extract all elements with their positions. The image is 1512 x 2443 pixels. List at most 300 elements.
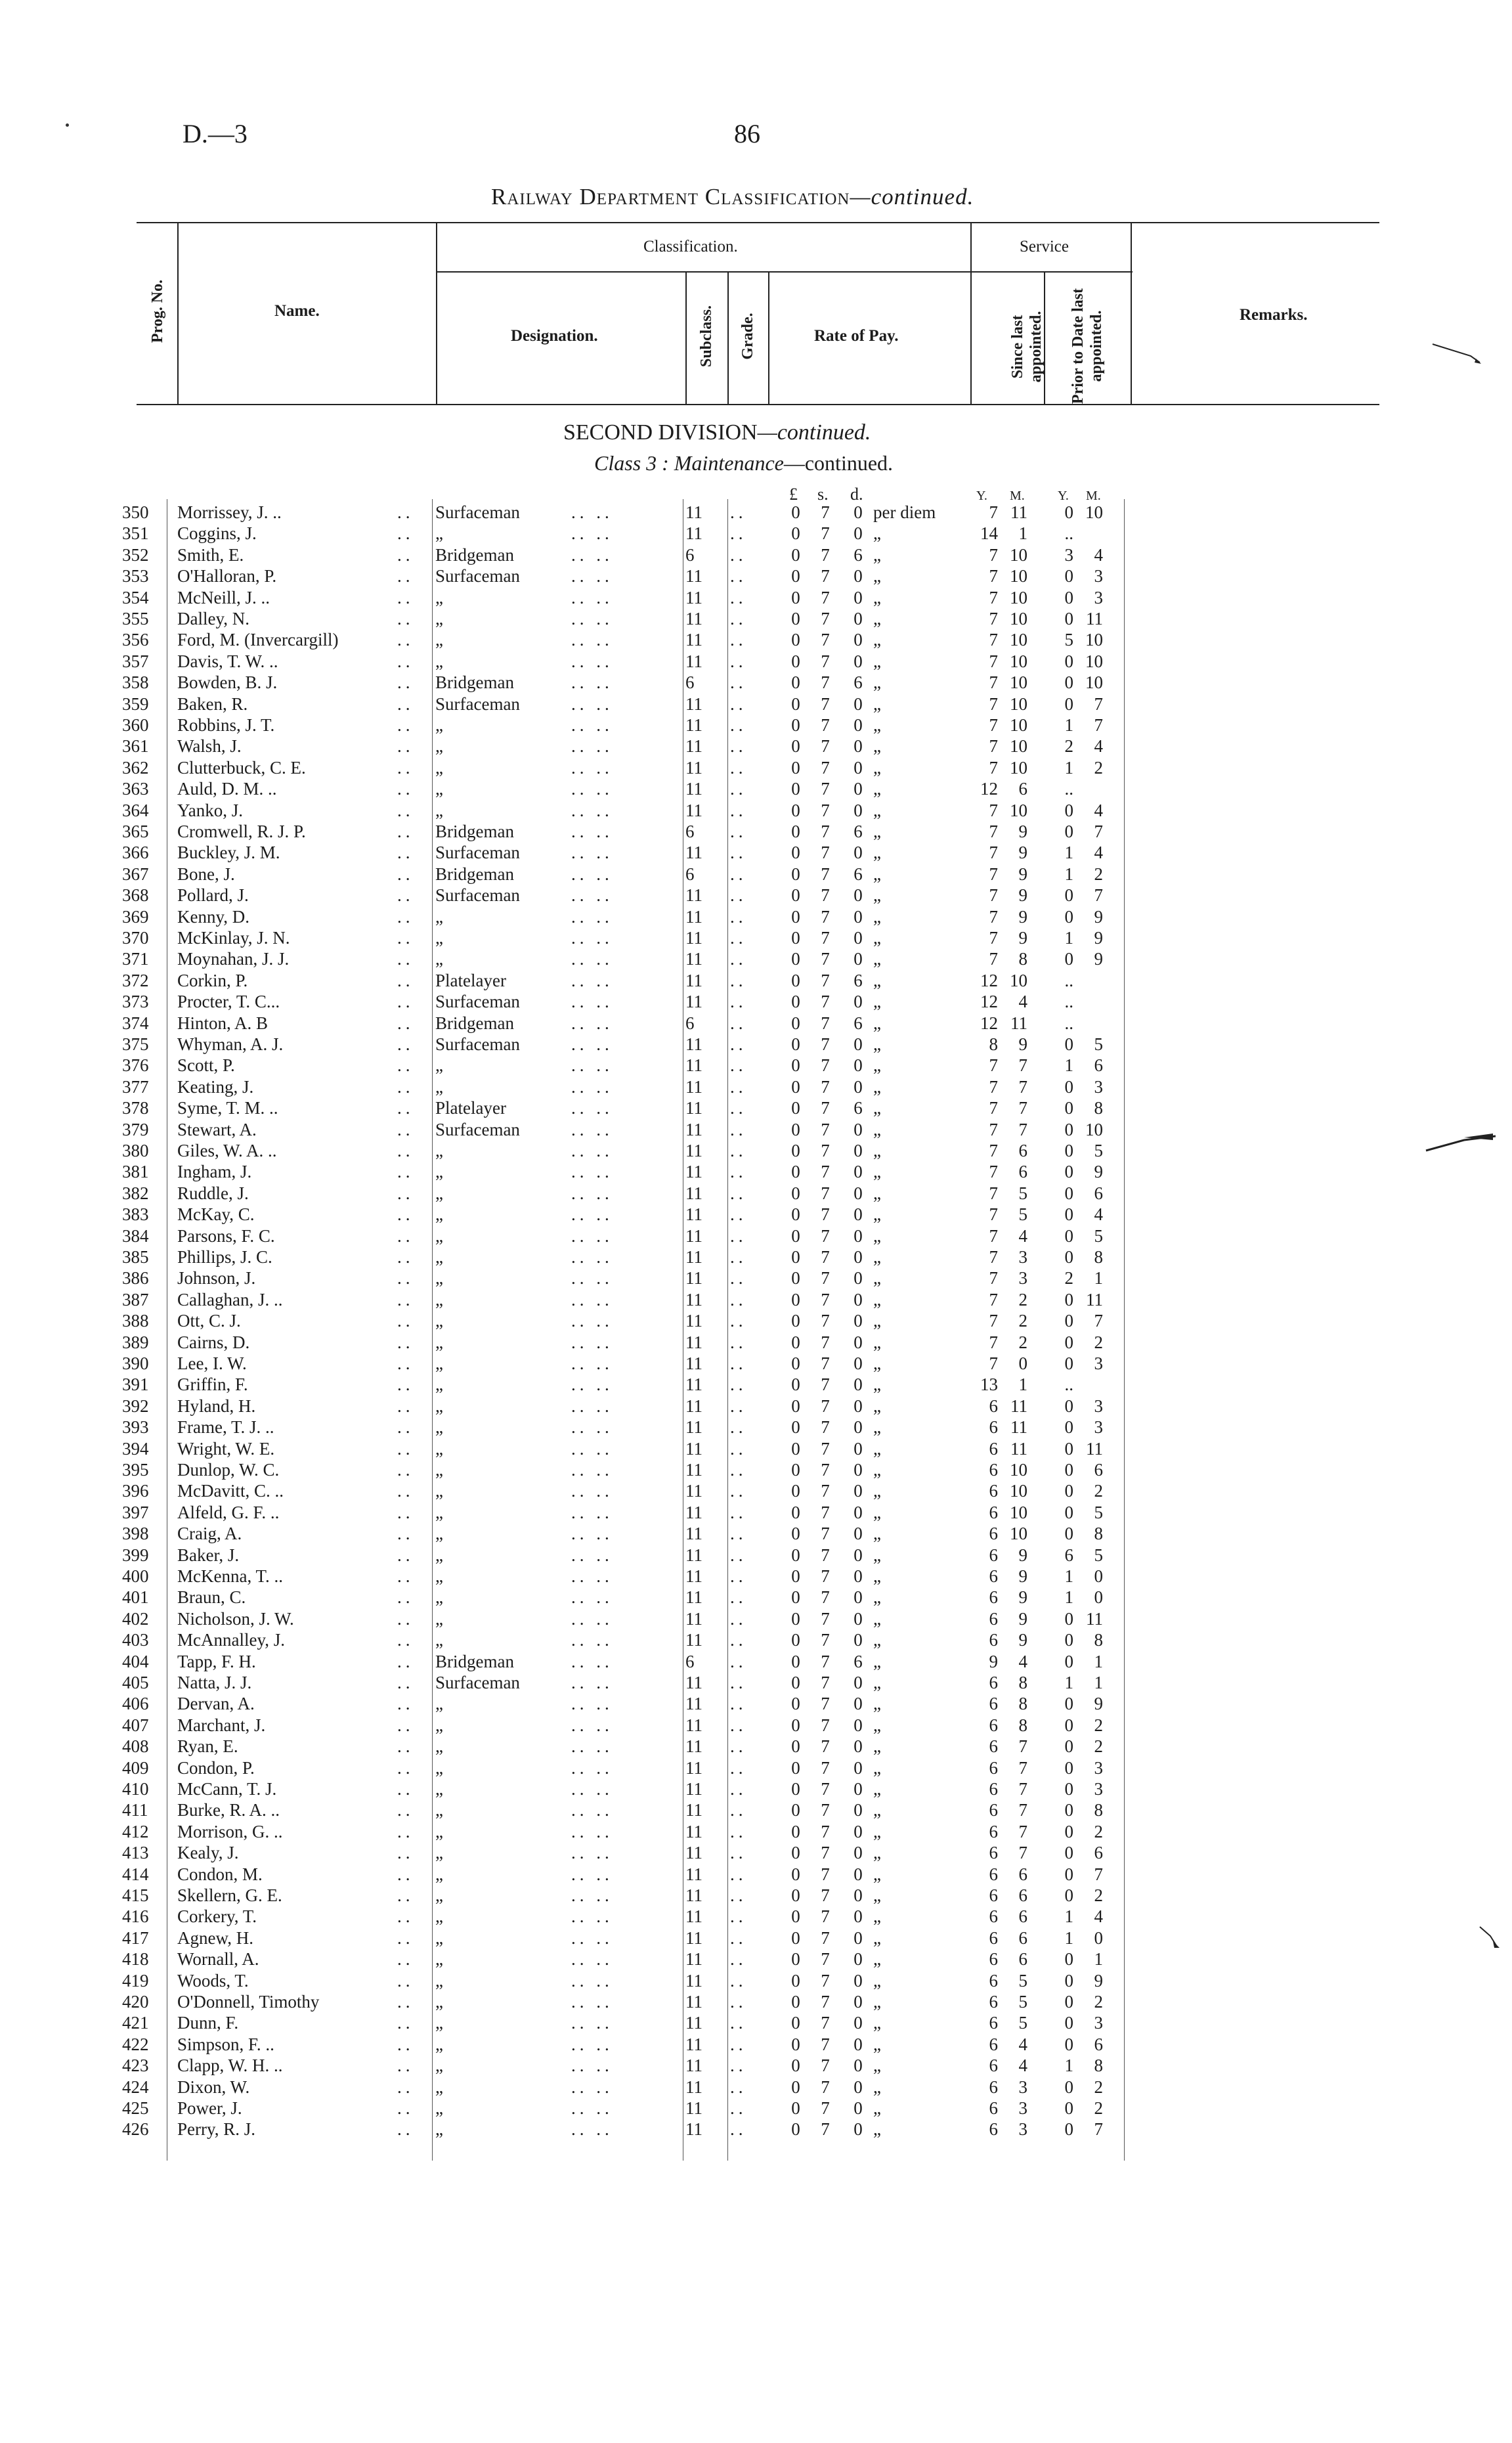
since-years: 7 [989,502,998,522]
since-months: 7 [1018,1800,1027,1820]
since-years: 6 [989,1481,998,1501]
pay-pounds: 0 [791,1779,800,1799]
prog-number: 350 [122,502,149,522]
prog-number: 412 [122,1821,149,1841]
since-months: 6 [1018,1927,1027,1948]
subclass: 11 [685,1076,702,1097]
pay-period: „ [873,1375,881,1395]
pay-period: „ [873,1800,881,1820]
designation: „ [435,1268,443,1288]
header-designation: Designation. [511,327,598,345]
leader-dots: .. .. [571,2119,613,2140]
leader-dots: .. .. [571,928,613,948]
table-row [0,1161,1512,1182]
leader-dots: .. .. [571,1885,613,1905]
subclass: 11 [685,1396,702,1416]
pay-pounds: 0 [791,1417,800,1438]
pay-pence: 6 [853,672,863,693]
designation: „ [435,1821,443,1841]
pay-pence: 0 [853,906,863,927]
table-row [0,1970,1512,1991]
pay-pounds: 0 [791,1119,800,1139]
leader-dots: .. .. [571,800,613,820]
since-months: 9 [1018,864,1027,884]
since-months: 6 [1018,1864,1027,1884]
pay-shillings: 7 [821,672,830,693]
since-months: 10 [1010,544,1027,565]
leader-dots: .. .. [571,1204,613,1225]
since-years: 7 [989,1098,998,1118]
since-years: 7 [989,1204,998,1225]
designation: „ [435,587,443,607]
prog-number: 425 [122,2098,149,2118]
pay-shillings: 7 [821,1949,830,1970]
prior-years: 0 [1064,1970,1073,1991]
employee-name: Ford, M. (Invercargill) [177,630,339,650]
leader-dots: .. [730,715,747,735]
pay-period: „ [873,970,881,990]
since-months: 4 [1018,1651,1027,1671]
since-years: 7 [989,630,998,650]
prog-number: 426 [122,2119,149,2140]
prog-number: 386 [122,1268,149,1288]
employee-name: Yanko, J. [177,800,244,820]
header-prog-no: Prog. No. [149,279,166,343]
leader-dots: .. [730,1225,747,1246]
pay-shillings: 7 [821,992,830,1012]
pay-period: „ [873,2077,881,2097]
leader-dots: .. [730,992,747,1012]
prior-years: 2 [1064,1268,1073,1288]
since-years: 6 [989,1587,998,1608]
leader-dots: .. [397,693,414,714]
employee-name: Davis, T. W. .. [177,651,278,671]
designation: „ [435,928,443,948]
prior-months: 8 [1094,1524,1103,1544]
prior-years: 0 [1064,1204,1073,1225]
leader-dots: .. .. [571,843,613,863]
since-years: 7 [989,800,998,820]
pay-pence: 0 [853,992,863,1012]
prior-years: 0 [1064,2034,1073,2054]
designation: „ [435,1630,443,1650]
prior-months: 7 [1094,715,1103,735]
since-years: 7 [989,672,998,693]
leader-dots: .. [397,1630,414,1650]
pay-pounds: 0 [791,1396,800,1416]
since-months: 4 [1018,2056,1027,2076]
subclass: 6 [685,1013,695,1033]
pay-pounds: 0 [791,1204,800,1225]
since-months: 6 [1018,779,1027,799]
prior-years: 0 [1064,1524,1073,1544]
leader-dots: .. .. [571,885,613,906]
unit-pound: £ [789,485,798,504]
since-months: 9 [1018,1630,1027,1650]
pay-pence: 6 [853,544,863,565]
pay-pence: 0 [853,1247,863,1267]
pay-period: „ [873,928,881,948]
leader-dots: .. .. [571,1354,613,1373]
pay-shillings: 7 [821,1396,830,1416]
leader-dots: .. [397,970,414,990]
pay-pounds: 0 [791,1864,800,1884]
leader-dots: .. [397,1927,414,1948]
prog-number: 387 [122,1289,149,1310]
designation: Bridgeman [435,1013,514,1033]
pay-pence: 0 [853,1481,863,1501]
prog-number: 375 [122,1034,149,1054]
leader-dots: .. [730,1119,747,1139]
pay-pence: 0 [853,523,863,544]
pay-pence: 0 [853,1502,863,1522]
prog-number: 361 [122,736,149,757]
table-row [0,1608,1512,1629]
page-title [491,184,974,210]
pay-pence: 0 [853,1225,863,1246]
leader-dots: .. [730,2077,747,2097]
prior-years: 0 [1064,1460,1073,1480]
since-months: 5 [1018,1183,1027,1203]
since-years: 6 [989,2034,998,2054]
leader-dots: .. [397,630,414,650]
prog-number: 354 [122,587,149,607]
pay-pounds: 0 [791,1481,800,1501]
pay-shillings: 7 [821,2056,830,2076]
prior-years: 0 [1064,1098,1073,1118]
subclass: 11 [685,757,702,778]
pay-shillings: 7 [821,736,830,757]
employee-name: McDavitt, C. .. [177,1481,284,1501]
pay-period: „ [873,1183,881,1203]
prog-number: 401 [122,1587,149,1608]
leader-dots: .. [730,885,747,906]
table-row [0,1332,1512,1353]
subclass: 11 [685,693,702,714]
leader-dots: .. [397,523,414,544]
prior-years: 0 [1064,609,1073,628]
prog-number: 370 [122,928,149,948]
leader-dots: .. [730,757,747,778]
pay-period: „ [873,651,881,671]
pay-period: „ [873,1949,881,1970]
since-years: 7 [989,885,998,906]
subclass: 11 [685,1864,702,1884]
leader-dots: .. [730,1524,747,1544]
prior-months: 8 [1094,1630,1103,1650]
table-row [0,2034,1512,2055]
table-row [0,672,1512,693]
since-months: 3 [1018,2098,1027,2118]
subclass: 11 [685,1034,702,1054]
leader-dots: .. [730,1673,747,1692]
employee-name: Morrison, G. .. [177,1821,283,1841]
pay-shillings: 7 [821,1757,830,1778]
prior-months: 6 [1094,2034,1103,2054]
pay-shillings: 7 [821,1460,830,1480]
pay-period: „ [873,693,881,714]
employee-name: Griffin, F. [177,1375,248,1395]
pay-pounds: 0 [791,1694,800,1714]
subclass: 11 [685,1375,702,1395]
leader-dots: .. .. [571,1821,613,1841]
leader-dots: .. [730,800,747,820]
pay-pounds: 0 [791,1162,800,1182]
table-row [0,970,1512,991]
employee-name: Scott, P. [177,1055,235,1076]
leader-dots: .. [730,2034,747,2054]
subclass: 11 [685,1502,702,1522]
title-suffix: —continued. [850,184,974,209]
table-row [0,1459,1512,1480]
employee-name: Tapp, F. H. [177,1651,256,1671]
leader-dots: .. [730,1354,747,1373]
pay-shillings: 7 [821,2034,830,2054]
designation: Bridgeman [435,672,514,693]
prior-years: 0 [1064,1289,1073,1310]
pay-period: „ [873,736,881,757]
title-text: Railway Department Classification [491,184,850,209]
pay-shillings: 7 [821,1354,830,1373]
pay-pence: 0 [853,2077,863,2097]
leader-dots: .. [397,1694,414,1714]
leader-dots: .. .. [571,1141,613,1160]
pay-pounds: 0 [791,1524,800,1544]
employee-name: Wright, W. E. [177,1438,275,1459]
leader-dots: .. [397,1949,414,1970]
leader-dots: .. [730,779,747,799]
prior-months: 6 [1094,1460,1103,1480]
prog-number: 416 [122,1906,149,1927]
since-months: 3 [1018,1247,1027,1267]
pay-period: „ [873,1076,881,1097]
pay-period: „ [873,1141,881,1160]
subclass: 11 [685,1736,702,1757]
prior-months: 7 [1094,885,1103,906]
pay-period: „ [873,1396,881,1416]
pay-pence: 0 [853,693,863,714]
prog-number: 366 [122,843,149,863]
leader-dots: .. [730,1268,747,1288]
pay-pence: 0 [853,1757,863,1778]
since-months: 10 [1010,970,1027,990]
pay-shillings: 7 [821,651,830,671]
pay-period: „ [873,757,881,778]
leader-dots: .. [397,1183,414,1203]
pay-shillings: 7 [821,906,830,927]
prior-months: 9 [1094,949,1103,969]
designation: „ [435,1524,443,1544]
pay-pence: 0 [853,1141,863,1160]
pay-pounds: 0 [791,992,800,1012]
leader-dots: .. .. [571,1970,613,1991]
since-years: 6 [989,1673,998,1692]
pay-shillings: 7 [821,1438,830,1459]
designation: „ [435,1970,443,1991]
prog-number: 374 [122,1013,149,1033]
since-years: 6 [989,1800,998,1820]
leader-dots: .. .. [571,1076,613,1097]
pay-period: „ [873,1694,881,1714]
table-row [0,1757,1512,1778]
leader-dots: .. [397,1864,414,1884]
pay-period: „ [873,822,881,841]
pay-pounds: 0 [791,1034,800,1054]
pay-shillings: 7 [821,1141,830,1160]
subclass: 11 [685,1141,702,1160]
designation: Bridgeman [435,864,514,884]
leader-dots: .. .. [571,2077,613,2097]
header-name: Name. [274,302,320,320]
subclass: 11 [685,566,702,586]
prog-number: 367 [122,864,149,884]
subclass: 11 [685,609,702,628]
designation: „ [435,1757,443,1778]
employee-name: Bowden, B. J. [177,672,278,693]
since-years: 6 [989,1864,998,1884]
pay-pounds: 0 [791,523,800,544]
since-years: 7 [989,822,998,841]
prior-months: 2 [1094,1715,1103,1735]
prior-months: 3 [1094,1779,1103,1799]
prog-number: 408 [122,1736,149,1757]
table-row [0,1778,1512,1799]
pay-pence: 0 [853,2119,863,2140]
leader-dots: .. [397,2077,414,2097]
prior-months: 8 [1094,1800,1103,1820]
employee-name: Moynahan, J. J. [177,949,290,969]
leader-dots: .. .. [571,1183,613,1203]
prog-number: 393 [122,1417,149,1438]
prior-months: 11 [1086,1289,1103,1310]
pay-shillings: 7 [821,587,830,607]
employee-name: Procter, T. C... [177,992,280,1012]
prior-months: 7 [1094,1311,1103,1331]
since-months: 9 [1018,822,1027,841]
leader-dots: .. [730,1502,747,1522]
designation: „ [435,1779,443,1799]
pay-pounds: 0 [791,779,800,799]
pay-period: „ [873,1587,881,1608]
subclass: 11 [685,1417,702,1438]
prior-years: 0 [1064,1715,1073,1735]
table-row [0,1906,1512,1927]
pay-pence: 6 [853,1013,863,1033]
prog-number: 373 [122,992,149,1012]
pay-pounds: 0 [791,1927,800,1948]
pay-period: „ [873,864,881,884]
pay-pence: 0 [853,2034,863,2054]
leader-dots: .. [730,1906,747,1927]
since-months: 7 [1018,1736,1027,1757]
pay-shillings: 7 [821,1608,830,1629]
prior-years: 0 [1064,1332,1073,1352]
since-years: 7 [989,1268,998,1288]
since-years: 6 [989,1906,998,1927]
prior-months: 2 [1094,2077,1103,2097]
designation: Surfaceman [435,1673,520,1692]
pay-pounds: 0 [791,885,800,906]
leader-dots: .. [397,1970,414,1991]
leader-dots: .. [730,1821,747,1841]
prog-number: 378 [122,1098,149,1118]
designation: „ [435,1949,443,1970]
prior-years: 1 [1064,1906,1073,1927]
pay-shillings: 7 [821,1162,830,1182]
pay-shillings: 7 [821,1204,830,1225]
table-row [0,736,1512,757]
employee-name: O'Halloran, P. [177,566,277,586]
col-rule-service [1131,223,1132,404]
table-row [0,1353,1512,1374]
table-row [0,1715,1512,1736]
leader-dots: .. .. [571,1800,613,1820]
prog-number: 356 [122,630,149,650]
pay-pounds: 0 [791,1183,800,1203]
pay-shillings: 7 [821,822,830,841]
pay-shillings: 7 [821,2077,830,2097]
leader-dots: .. .. [571,544,613,565]
pay-pounds: 0 [791,1673,800,1692]
designation: „ [435,1864,443,1884]
leader-dots: .. .. [571,1119,613,1139]
pay-pounds: 0 [791,1460,800,1480]
employee-name: Baken, R. [177,693,248,714]
prior-years: 1 [1064,864,1073,884]
pay-period: „ [873,1970,881,1991]
prog-number: 357 [122,651,149,671]
leader-dots: .. .. [571,1268,613,1288]
prog-number: 379 [122,1119,149,1139]
prior-years: 1 [1064,1673,1073,1692]
pay-shillings: 7 [821,1076,830,1097]
pay-pounds: 0 [791,1800,800,1820]
prog-number: 403 [122,1630,149,1650]
leader-dots: .. [397,1885,414,1905]
employee-name: Callaghan, J. .. [177,1289,283,1310]
designation: „ [435,1055,443,1076]
leader-dots: .. [730,1034,747,1054]
leader-dots: .. [730,1757,747,1778]
pay-shillings: 7 [821,970,830,990]
prior-months: 6 [1094,1055,1103,1076]
pay-pounds: 0 [791,2077,800,2097]
pay-pence: 0 [853,843,863,863]
pay-period: „ [873,1864,881,1884]
leader-dots: .. .. [571,2034,613,2054]
prior-years: 0 [1064,949,1073,969]
since-months: 10 [1010,672,1027,693]
pay-shillings: 7 [821,1502,830,1522]
subclass: 11 [685,1247,702,1267]
leader-dots: .. [730,1247,747,1267]
prior-years: 0 [1064,1843,1073,1863]
designation: Platelayer [435,1098,506,1118]
subclass: 11 [685,1438,702,1459]
since-months: 9 [1018,928,1027,948]
prior-years: 0 [1064,2077,1073,2097]
table-row [0,2077,1512,2098]
since-months: 7 [1018,1055,1027,1076]
leader-dots: .. .. [571,1438,613,1459]
table-row [0,2055,1512,2076]
leader-dots: .. .. [571,1927,613,1948]
prior-years: 1 [1064,1587,1073,1608]
pay-pence: 0 [853,928,863,948]
since-months: 0 [1018,1354,1027,1373]
subclass: 11 [685,1354,702,1373]
leader-dots: .. .. [571,1375,613,1395]
